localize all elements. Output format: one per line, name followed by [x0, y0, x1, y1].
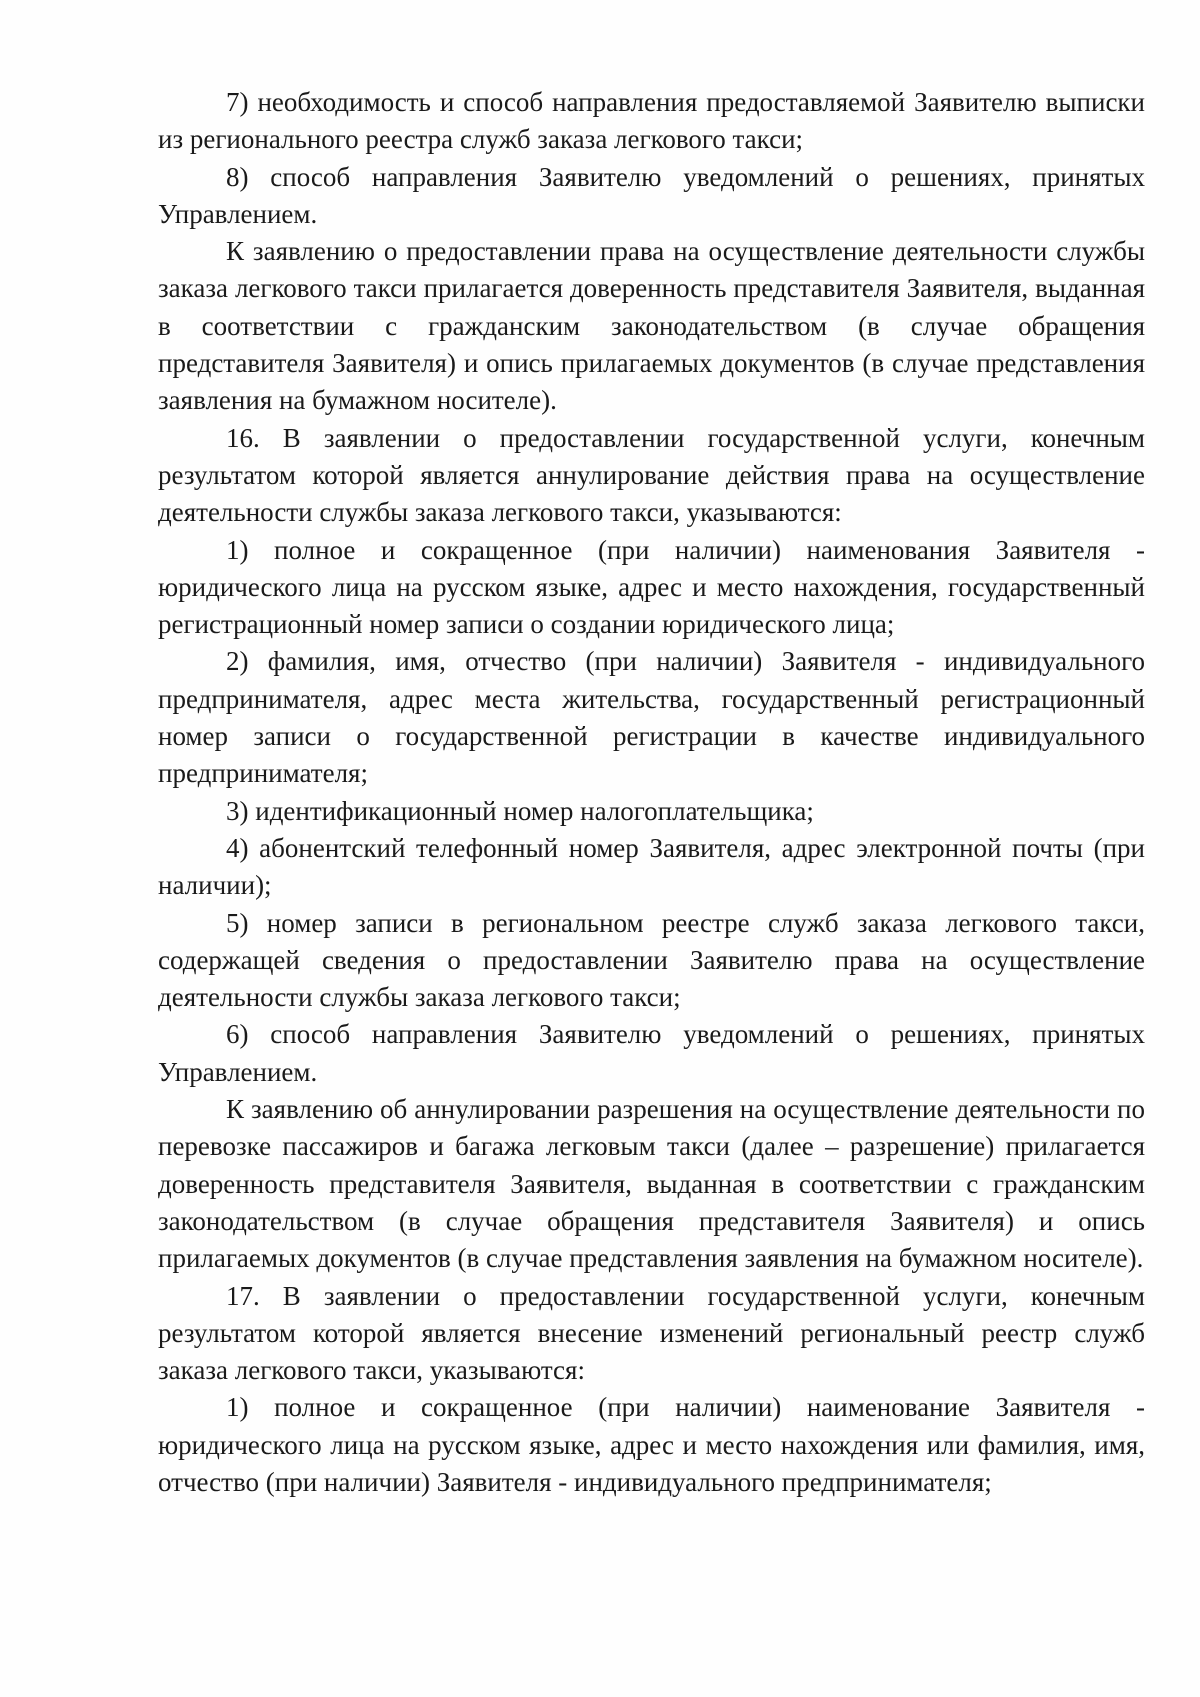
paragraph-item-8: 8) способ направления Заявителю уведомлений о решениях, принятых Управлением. [158, 161, 1145, 229]
document-body [158, 84, 1145, 1501]
paragraph-16-item-6: 6) способ направления Заявителю уведомлений о решениях, принятых Управлением. [158, 1019, 1145, 1087]
paragraph-16-item-1: 1) полное и сокращенное (при наличии) наименования Заявителя - юридического лица на русском языке, адрес и место нахождения, государственный регистрационный номер записи о создании юридического лица; [158, 534, 1145, 640]
paragraph-attachments-rights: К заявлению о предоставлении права на осуществление деятельности службы заказа легкового такси прилагается доверенность представителя Заявителя, выданная в соответствии с гражданским законодательством (в случае обращения представителя Заявителя) и опись прилагаемых документов (в случае представления заявления на бумажном носителе). [158, 236, 1145, 416]
paragraph-16-item-5: 5) номер записи в региональном реестре служб заказа легкового такси, содержащей сведения о предоставлении Заявителю права на осуществление деятельности службы заказа легкового такси; [158, 907, 1145, 1013]
paragraph-attachments-annulment: К заявлению об аннулировании разрешения на осуществление деятельности по перевозке пассажиров и багажа легковым такси (далее – разрешение) прилагается доверенность представителя Заявителя, выданная в соответствии с гражданским законодательством (в случае обращения представителя Заявителя) и опись прилагаемых документов (в случае представления заявления на бумажном носителе). [158, 1094, 1145, 1274]
paragraph-16-item-3: 3) идентификационный номер налогоплательщика; [226, 795, 814, 826]
paragraph-item-7: 7) необходимость и способ направления предоставляемой Заявителю выписки из регионального реестра служб заказа легкового такси; [158, 87, 1145, 155]
paragraph-17-item-1: 1) полное и сокращенное (при наличии) наименование Заявителя - юридического лица на русском языке, адрес и место нахождения или фамилия, имя, отчество (при наличии) Заявителя - индивидуального предпринимателя; [158, 1392, 1145, 1497]
paragraph-16-item-4: 4) абонентский телефонный номер Заявителя, адрес электронной почты (при наличии); [158, 832, 1145, 901]
paragraph-section-17: 17. В заявлении о предоставлении государственной услуги, конечным результатом которой является внесение изменений региональный реестр служб заказа легкового такси, указываются: [158, 1280, 1145, 1386]
paragraph-section-16: 16. В заявлении о предоставлении государственной услуги, конечным результатом которой является аннулирование действия права на осуществление деятельности службы заказа легкового такси, указываются: [158, 422, 1145, 528]
paragraph-16-item-2: 2) фамилия, имя, отчество (при наличии) Заявителя - индивидуального предпринимателя, адрес места жительства, государственный регистрационный номер записи о государственной регистрации в качестве индивидуального предпринимателя; [158, 646, 1145, 789]
